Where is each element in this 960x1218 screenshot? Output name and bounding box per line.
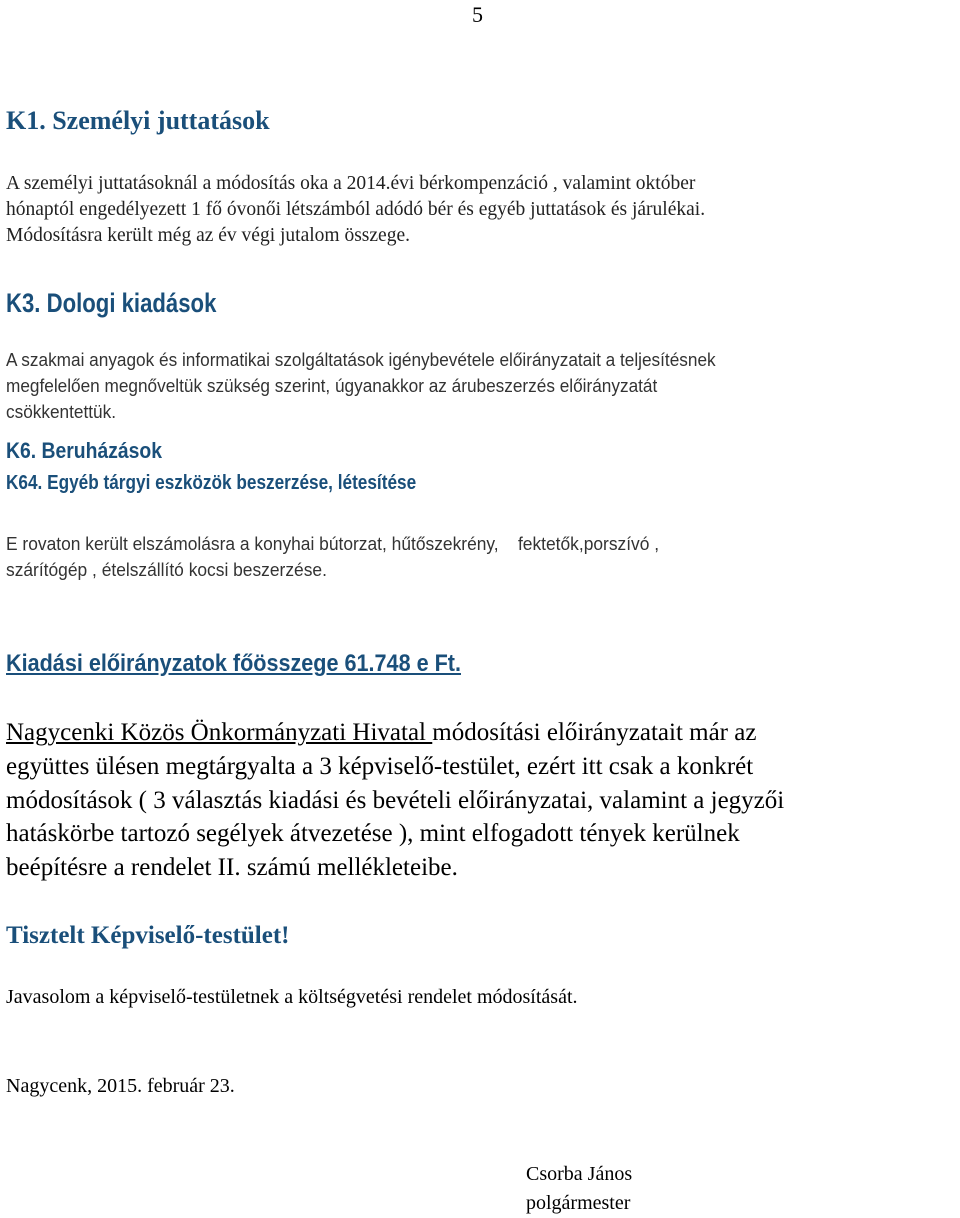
- section-heading-k3: K3. Dologi kiadások: [6, 288, 217, 318]
- section-body-k1: [6, 171, 954, 249]
- paragraph-line: csökkentettük.: [6, 401, 116, 422]
- hivatal-paragraph: [6, 716, 956, 885]
- salutation: Tisztelt Képviselő-testület!: [6, 922, 290, 949]
- proposal-text: Javasolom a képviselő-testületnek a költségvetési rendelet módosítását.: [6, 986, 578, 1008]
- paragraph-line: hónaptól engedélyezett 1 fő óvonői létszámból adódó bér és egyéb juttatások és járulékai.: [6, 199, 706, 220]
- paragraph-line: E rovaton került elszámolásra a konyhai bútorzat, hűtőszekrény, fektetők,porszívó ,: [6, 533, 660, 554]
- signatory-title: polgármester: [526, 1192, 631, 1214]
- paragraph-line: hatáskörbe tartozó segélyek átvezetése ), mint elfogadott tények kerülnek: [6, 820, 740, 848]
- section-body-k3: [6, 347, 954, 425]
- paragraph-line: A személyi juttatásoknál a módosítás oka a 2014.évi bérkompenzáció , valamint október: [6, 173, 696, 194]
- paragraph-line: beépítésre a rendelet II. számú mellékleteibe.: [6, 854, 458, 882]
- section-subheading-k64: K64. Egyéb tárgyi eszközök beszerzése, létesítése: [6, 472, 417, 494]
- page-number: 5: [472, 2, 483, 27]
- paragraph-line: módosítások ( 3 választás kiadási és bevételi előirányzatai, valamint a jegyzői: [6, 786, 785, 814]
- signatory-name: Csorba János: [526, 1163, 633, 1185]
- paragraph-line: Módosításra került még az év végi jutalom összege.: [6, 225, 410, 246]
- place-date: Nagycenk, 2015. február 23.: [6, 1075, 235, 1097]
- section-heading-k6: K6. Beruházások: [6, 438, 163, 463]
- paragraph-line: Nagycenki Közös Önkormányzati Hivatal módosítási előirányzatait már az: [6, 719, 757, 746]
- section-heading-k1: K1. Személyi juttatások: [6, 106, 270, 135]
- section-body-k6: [6, 531, 954, 583]
- total-expenditure: Kiadási előirányzatok főösszege 61.748 e Ft.: [6, 650, 461, 677]
- hivatal-name: Nagycenki Közös Önkormányzati Hivatal: [6, 719, 433, 746]
- paragraph-line: együttes ülésen megtárgyalta a 3 képviselő-testület, ezért itt csak a konkrét: [6, 752, 754, 780]
- signature-block: [526, 1160, 632, 1218]
- paragraph-line: megfelelően megnőveltük szükség szerint, úgyanakkor az árubeszerzés előirányzatát: [6, 375, 658, 396]
- paragraph-line: szárítógép , ételszállító kocsi beszerzése.: [6, 559, 327, 580]
- paragraph-line: A szakmai anyagok és informatikai szolgáltatások igénybevétele előirányzatait a teljesítésnek: [6, 349, 716, 370]
